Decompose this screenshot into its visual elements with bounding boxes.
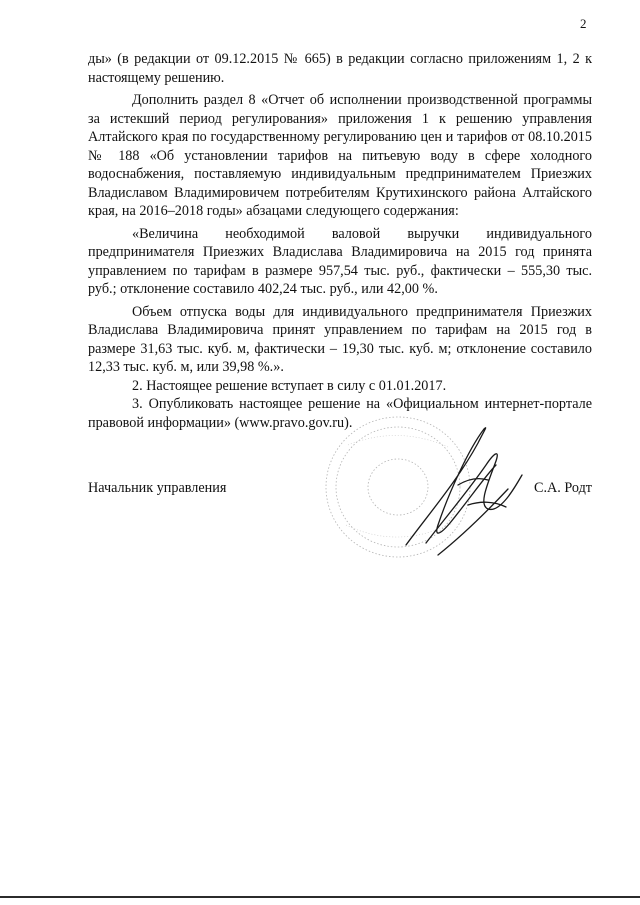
paragraph-water-volume: Объем отпуска воды для индивидуального предпринимателя Приезжих Владислава Владимировича принят управлением по тарифам на 2015 год в размере 31,63 тыс. куб. м, фактически – 19,30 тыс. куб. м; отклонение составило 12,33 тыс. куб. м, или 39,98 %.». — [88, 303, 592, 375]
page-bottom-edge — [0, 896, 640, 898]
signatory-name: С.А. Родт — [534, 480, 592, 496]
page-number: 2 — [580, 16, 587, 31]
paragraph-revenue: «Величина необходимой валовой выручки индивидуального предпринимателя Приезжих Владислава Владимировича на 2015 год принята управлением по тарифам в размере 957,54 тыс. руб., фактически – 555,30 тыс. руб.; отклонение составило 402,24 тыс. руб., или 42,00 %. — [88, 225, 592, 297]
signatory-position: Начальник управления — [88, 480, 227, 496]
signature-block — [88, 480, 592, 500]
paragraph-publication: 3. Опубликовать настоящее решение на «Официальном интернет-портале правовой информации» (www.pravo.gov.ru). — [88, 396, 592, 431]
document-body — [88, 50, 592, 432]
paragraph-section-8-amendment: Дополнить раздел 8 «Отчет об исполнении производственной программы за истекший период регулирования» приложения 1 к решению управления Алтайского края по государственному регулированию цен и тарифов от 08.10.2015 № 188 «Об установлении тарифов на питьевую воду в сфере холодного водоснабжения, поставляемую индивидуальным предпринимателем Приезжих Владиславом Владимировичем потребителям Крутихинского района Алтайского края, на 2016–2018 годы» абзацами следующего содержания: — [88, 92, 592, 219]
paragraph-continuation: ды» (в редакции от 09.12.2015 № 665) в редакции согласно приложениям 1, 2 к настоящему решению. — [88, 51, 592, 86]
paragraph-effective-date: 2. Настоящее решение вступает в силу с 01.01.2017. — [132, 377, 447, 394]
